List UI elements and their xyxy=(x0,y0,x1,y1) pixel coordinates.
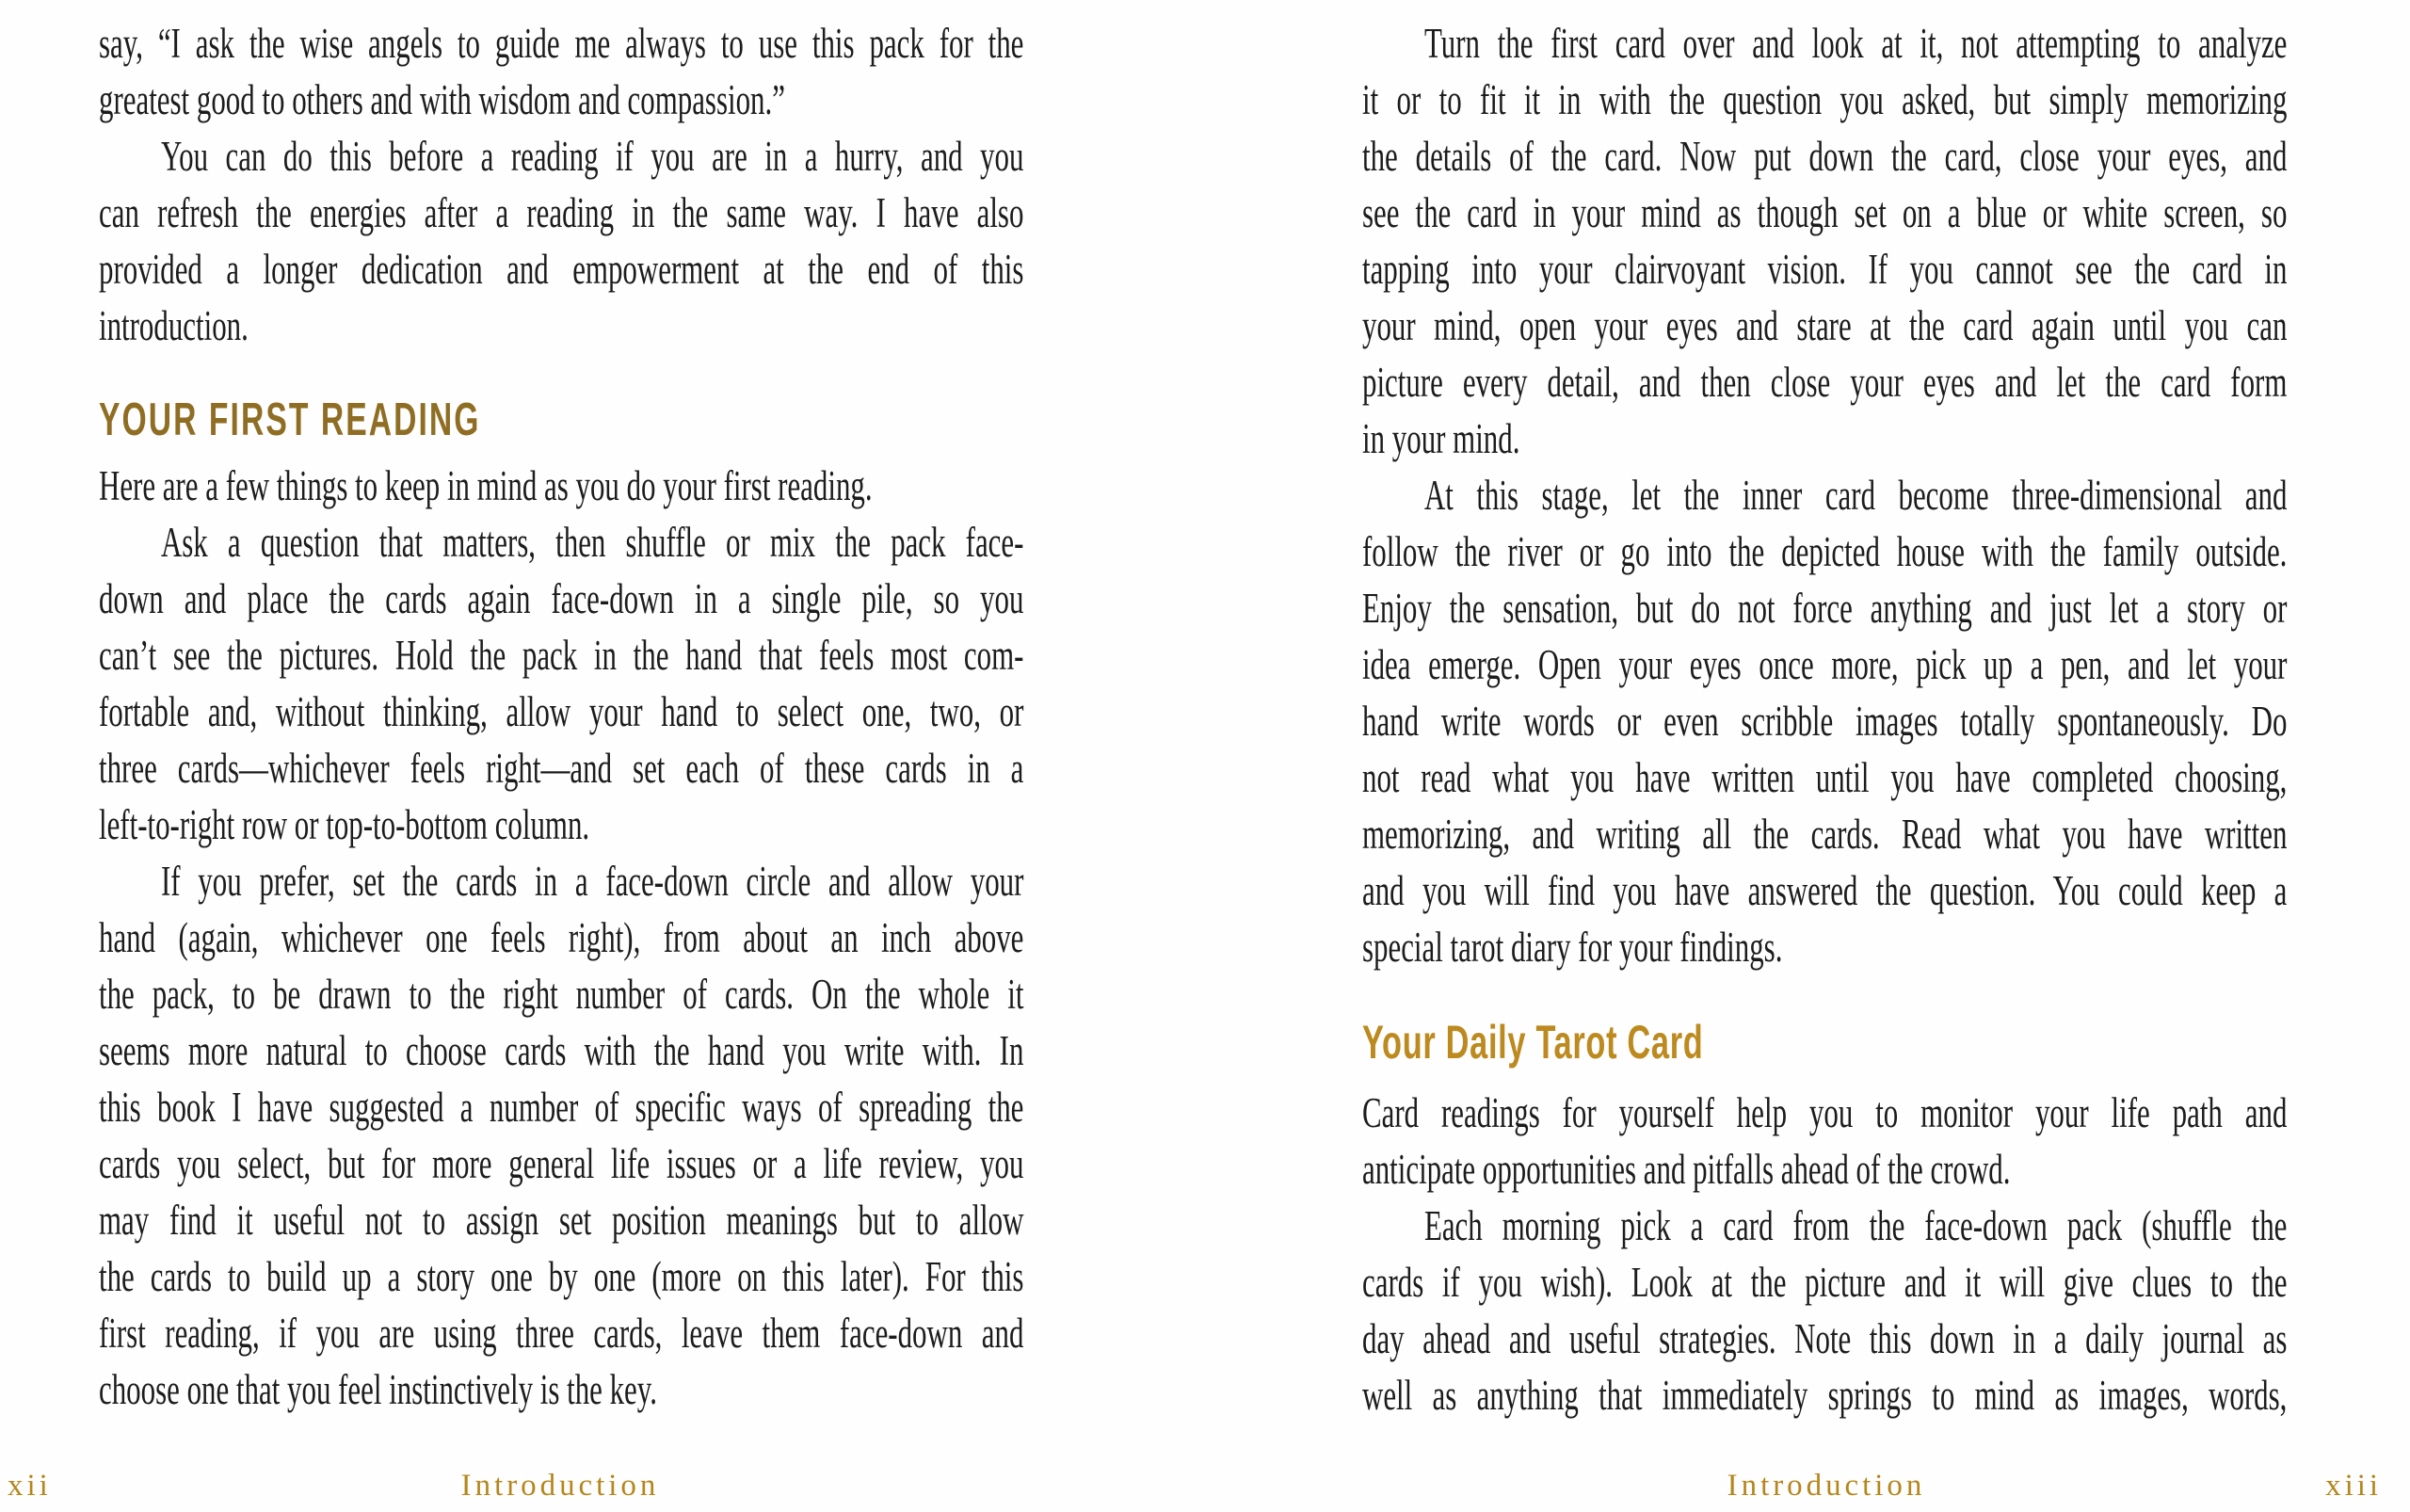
body-line: can’t see the pictures. Hold the pack in the hand that feels most com- xyxy=(99,632,1024,679)
body-line: seems more natural to choose cards with the hand you write with. In xyxy=(99,1027,1024,1074)
body-line: fortable and, without thinking, allow your hand to select one, two, or xyxy=(99,688,1024,735)
section-heading: YOUR FIRST READING xyxy=(99,394,481,445)
body-line: well as anything that immediately springs to mind as images, words, xyxy=(1362,1372,2288,1419)
body-line: can refresh the energies after a reading in the same way. I have also xyxy=(99,189,1024,236)
body-line: Card readings for yourself help you to monitor your life path and xyxy=(1362,1089,2288,1136)
body-line: If you prefer, set the cards in a face-down circle and allow your xyxy=(160,858,1024,905)
body-line: hand (again, whichever one feels right), from about an inch above xyxy=(99,914,1024,961)
footer-running-title-left: Introduction xyxy=(460,1469,660,1503)
body-line: the cards to build up a story one by one (more on this later). For this xyxy=(99,1253,1024,1300)
body-line: in your mind. xyxy=(1362,415,1520,462)
body-line: Each morning pick a card from the face-down pack (shuffle the xyxy=(1423,1202,2288,1249)
body-line: cards if you wish). Look at the picture and it will give clues to the xyxy=(1362,1259,2288,1306)
body-line: not read what you have written until you have completed choosing, xyxy=(1362,754,2288,801)
body-line: your mind, open your eyes and stare at the card again until you can xyxy=(1362,302,2288,349)
body-line: the details of the card. Now put down the card, close your eyes, and xyxy=(1362,133,2288,180)
body-line: down and place the cards again face-down in a single pile, so you xyxy=(99,575,1024,622)
footer-page-number-left: xii xyxy=(8,1469,52,1503)
body-line: say, “I ask the wise angels to guide me always to use this pack for the xyxy=(99,20,1024,67)
body-line: Ask a question that matters, then shuffle or mix the pack face- xyxy=(160,519,1024,566)
right-page xyxy=(1362,15,2290,1424)
body-line: tapping into your clairvoyant vision. If you cannot see the card in xyxy=(1362,246,2288,293)
footer-page-number-right: xiii xyxy=(2325,1469,2382,1503)
body-line: greatest good to others and with wisdom and compassion.” xyxy=(99,76,785,123)
body-line: first reading, if you are using three cards, leave them face-down and xyxy=(99,1310,1024,1357)
body-line: picture every detail, and then close your eyes and let the card form xyxy=(1362,359,2288,406)
footer-running-title-right: Introduction xyxy=(1727,1469,1926,1503)
body-line: the pack, to be drawn to the right number of cards. On the whole it xyxy=(99,971,1024,1018)
body-line: day ahead and useful strategies. Note this down in a daily journal as xyxy=(1362,1315,2288,1362)
body-line: special tarot diary for your findings. xyxy=(1362,924,1783,971)
body-line: may find it useful not to assign set position meanings but to allow xyxy=(99,1197,1024,1244)
body-line: and you will find you have answered the question. You could keep a xyxy=(1362,867,2288,914)
body-line: You can do this before a reading if you are in a hurry, and you xyxy=(160,133,1024,180)
body-line: it or to fit it in with the question you asked, but simply memorizing xyxy=(1362,76,2288,123)
body-line: idea emerge. Open your eyes once more, pick up a pen, and let your xyxy=(1362,641,2288,688)
body-line: Here are a few things to keep in mind as you do your first reading. xyxy=(99,462,873,509)
body-line: choose one that you feel instinctively is the key. xyxy=(99,1366,657,1413)
right-page-text-block xyxy=(1362,15,2287,1424)
left-page-text-block xyxy=(99,15,1023,1418)
body-line: Turn the first card over and look at it, not attempting to analyze xyxy=(1423,20,2288,67)
body-line: Enjoy the sensation, but do not force anything and just let a story or xyxy=(1362,585,2288,632)
left-page xyxy=(99,15,1024,1418)
subsection-heading: Your Daily Tarot Card xyxy=(1362,1016,1704,1069)
body-line: introduction. xyxy=(99,302,249,349)
body-line: left-to-right row or top-to-bottom column. xyxy=(99,801,590,848)
body-line: this book I have suggested a number of specific ways of spreading the xyxy=(99,1084,1024,1131)
body-line: see the card in your mind as though set on a blue or white screen, so xyxy=(1362,189,2288,236)
body-line: anticipate opportunities and pitfalls ahead of the crowd. xyxy=(1362,1146,2011,1193)
body-line: follow the river or go into the depicted house with the family outside. xyxy=(1362,528,2288,575)
body-line: cards you select, but for more general life issues or a life review, you xyxy=(99,1140,1024,1187)
body-line: three cards—whichever feels right—and set each of these cards in a xyxy=(99,745,1024,792)
body-line: hand write words or even scribble images totally spontaneously. Do xyxy=(1362,698,2288,745)
body-line: At this stage, let the inner card become three-dimensional and xyxy=(1423,472,2288,519)
body-line: provided a longer dedication and empowerment at the end of this xyxy=(99,246,1024,293)
body-line: memorizing, and writing all the cards. Read what you have written xyxy=(1362,811,2288,858)
